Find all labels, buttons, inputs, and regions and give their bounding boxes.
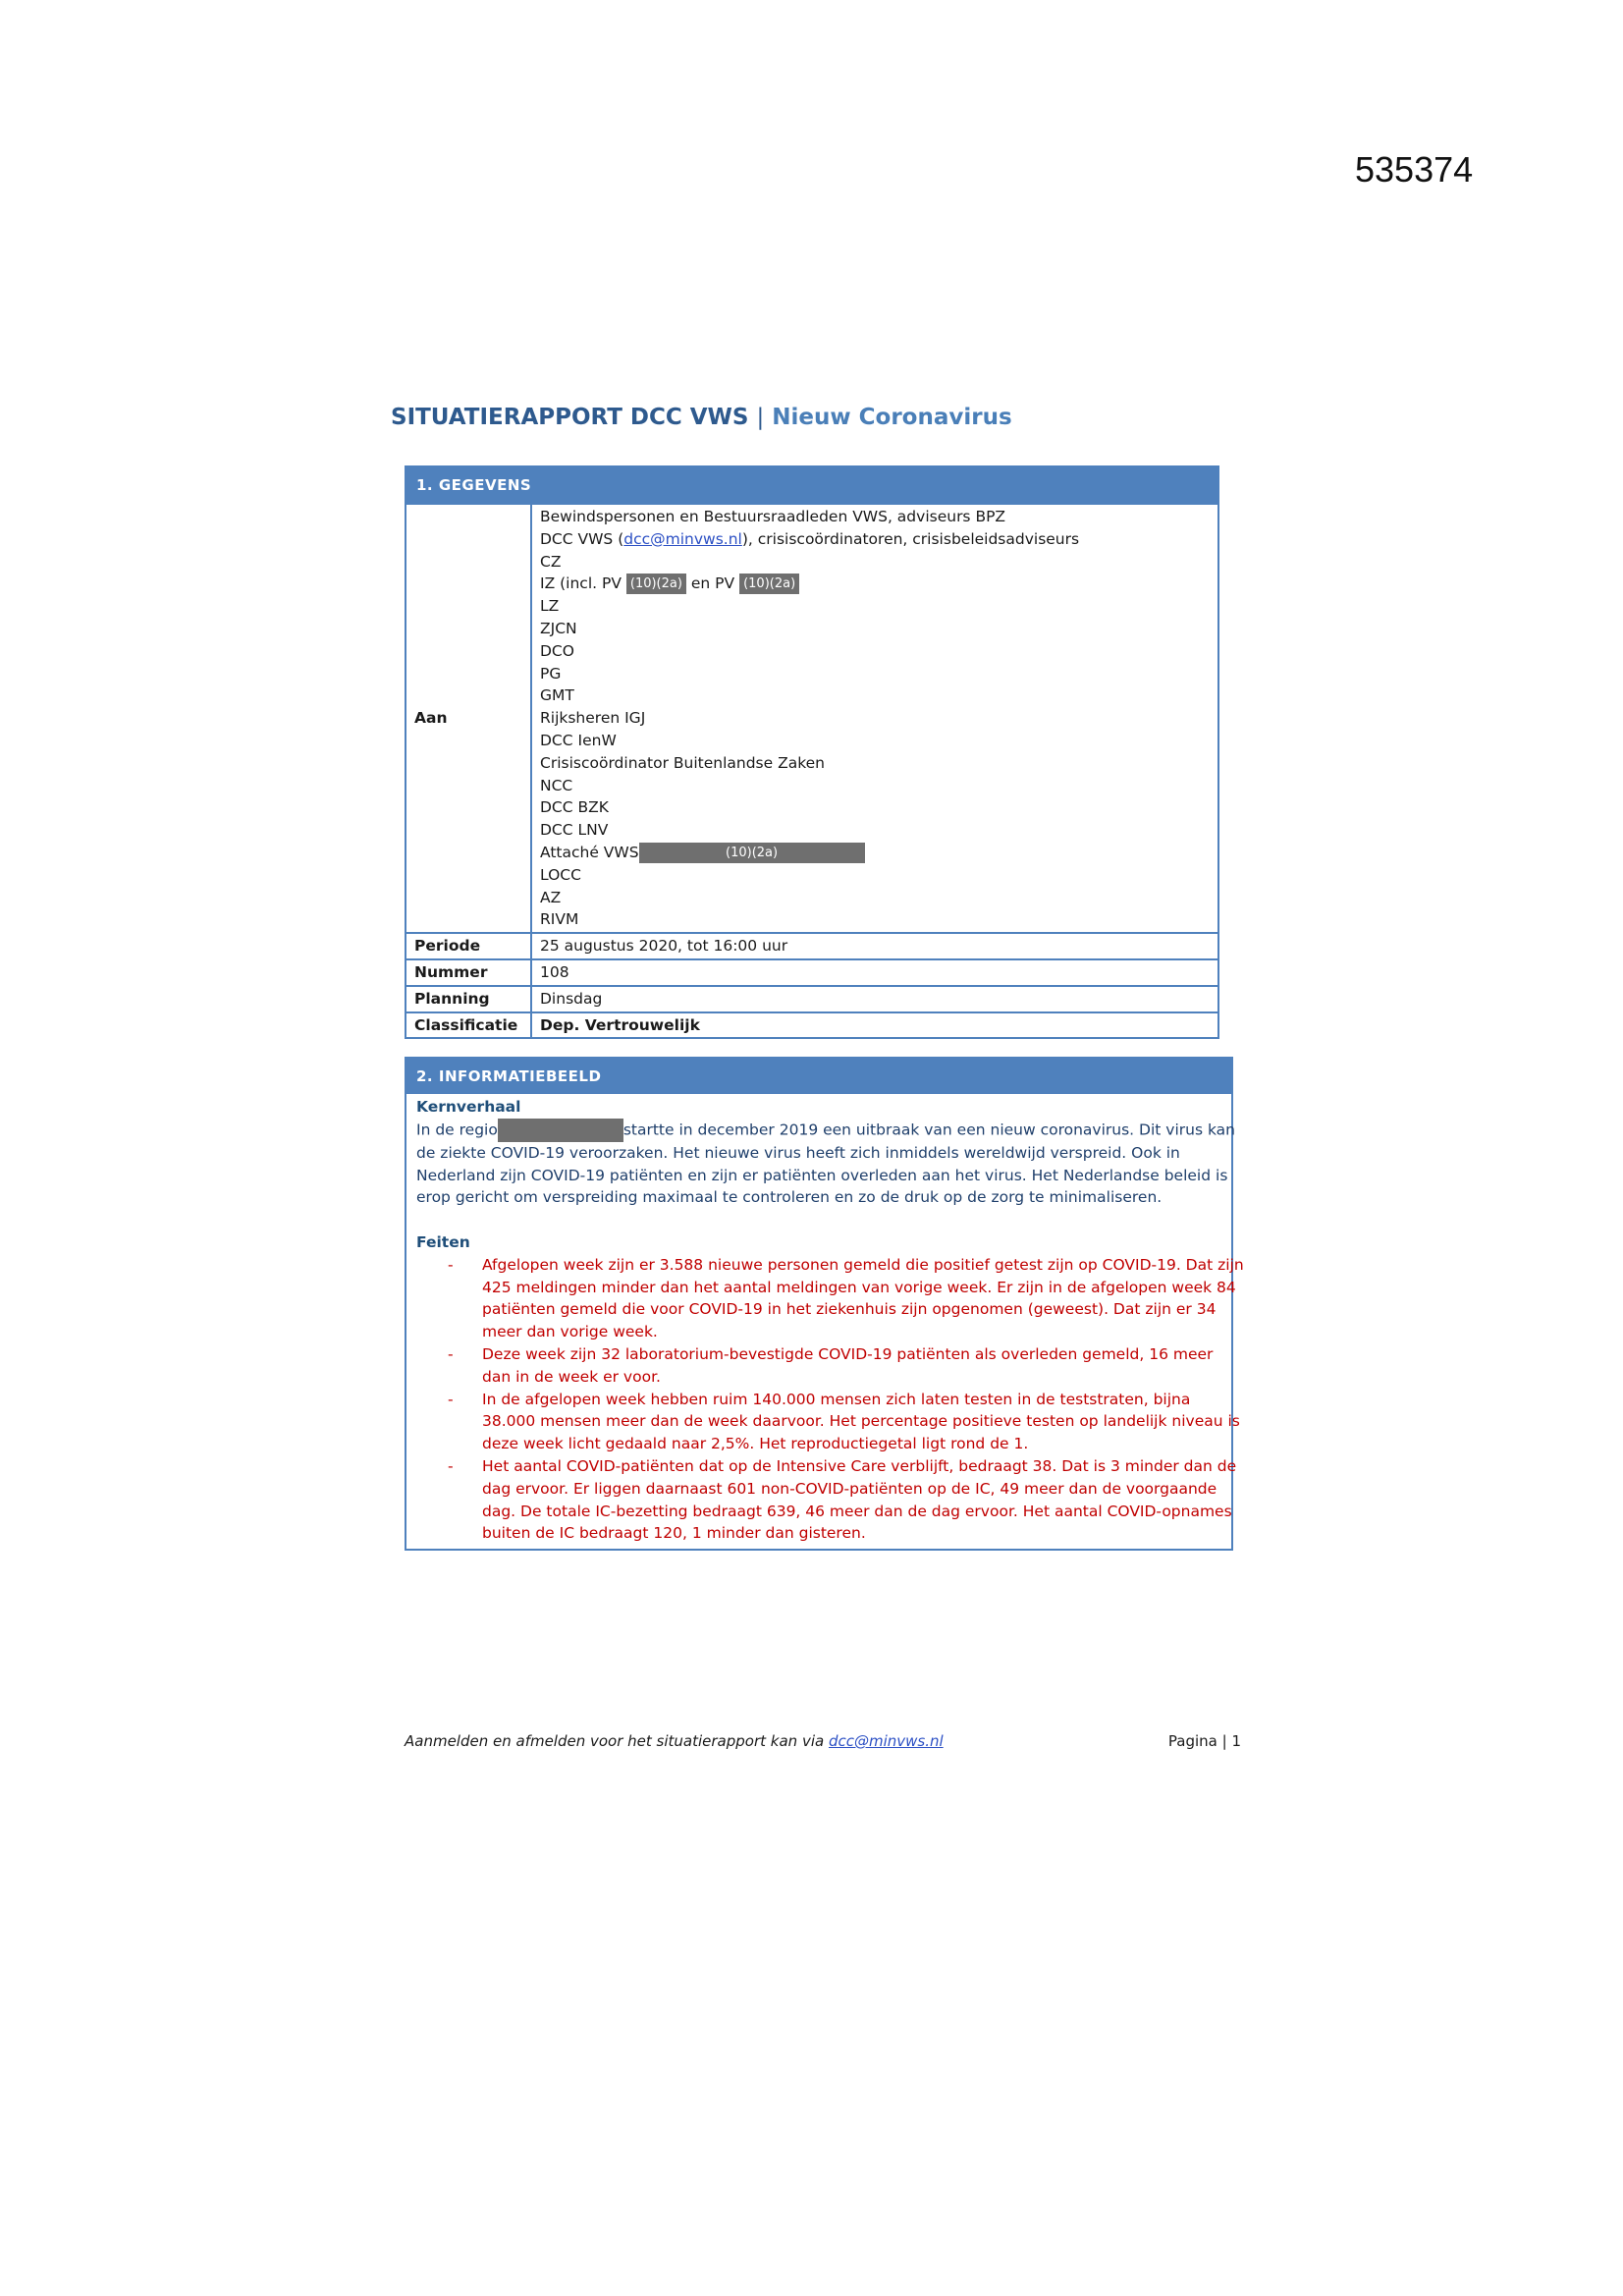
classificatie-label: Classificatie <box>406 1012 531 1039</box>
list-dash: - <box>448 1344 454 1363</box>
redaction-box <box>498 1119 623 1142</box>
gegevens-table <box>405 465 1219 1039</box>
list-dash: - <box>448 1390 454 1408</box>
kern-text: startte in december 2019 een uitbraak van een nieuw coronavirus. Dit virus kan <box>622 1121 1235 1139</box>
recipient: PG <box>540 664 562 683</box>
recipient: DCC BZK <box>540 798 609 817</box>
recipient: LZ <box>540 597 560 616</box>
redaction-box: (10)(2a) <box>639 843 865 863</box>
periode-label: Periode <box>406 933 531 959</box>
feiten-list <box>416 1254 1244 1545</box>
footer-email-link[interactable]: dcc@minvws.nl <box>828 1732 944 1750</box>
fact-line: buiten de IC bedraagt 120, 1 minder dan gisteren. <box>482 1524 866 1543</box>
recipient <box>540 573 1210 595</box>
fact-line: Het aantal COVID-patiënten dat op de Intensive Care verblijft, bedraagt 38. Dat is 3 minder dan de <box>482 1456 1237 1475</box>
nummer-label: Nummer <box>406 959 531 986</box>
title-main: SITUATIERAPPORT DCC VWS <box>391 405 749 430</box>
recipient-text: IZ (incl. PV <box>540 574 622 593</box>
kernverhaal-text <box>416 1119 1235 1209</box>
list-item <box>416 1389 1240 1455</box>
list-item <box>416 1343 1223 1389</box>
kern-text: Nederland zijn COVID-19 patiënten en zijn er patiënten overleden aan het virus. Het Nederlandse beleid is <box>416 1166 1228 1184</box>
report-title <box>391 405 1012 430</box>
recipient: DCO <box>540 641 574 660</box>
recipient <box>540 842 1210 864</box>
list-dash: - <box>448 1456 454 1475</box>
planning-value: Dinsdag <box>531 986 1218 1012</box>
fact-line: 38.000 mensen meer dan de week daarvoor. Het percentage positieve testen op landelijk niveau is <box>482 1412 1240 1431</box>
recipient-text: Attaché VWS <box>540 843 639 861</box>
fact-line: meer dan vorige week. <box>482 1323 658 1341</box>
document-number: 535374 <box>1355 149 1474 190</box>
recipient-text: DCC VWS ( <box>540 529 624 548</box>
recipient: Bewindspersonen en Bestuursraadleden VWS, adviseurs BPZ <box>540 508 1006 525</box>
fact-line: dag ervoor. Er liggen daarnaast 601 non-COVID-patiënten op de IC, 49 meer dan de voorgaande <box>482 1479 1217 1498</box>
fact-line: patiënten gemeld die voor COVID-19 in het ziekenhuis zijn opgenomen (geweest). Dat zijn er 34 <box>482 1300 1217 1319</box>
recipient: AZ <box>540 888 562 906</box>
recipients-list <box>531 504 1218 933</box>
fact-line: dag. De totale IC-bezetting bedraagt 639, 46 meer dan de dag ervoor. Het aantal COVID-opnames <box>482 1502 1232 1520</box>
kern-text: de ziekte COVID-19 veroorzaken. Het nieuwe virus heeft zich inmiddels wereldwijd verspreid. Ook in <box>416 1143 1180 1162</box>
fact-line: 425 meldingen minder dan het aantal meldingen van vorige week. Er zijn in de afgelopen week 84 <box>482 1278 1236 1296</box>
footer-note <box>405 1732 944 1750</box>
list-item <box>416 1254 1244 1343</box>
recipient: GMT <box>540 686 574 705</box>
recipient: Rijksheren IGJ <box>540 709 646 728</box>
redaction-box: (10)(2a) <box>626 574 686 594</box>
informatiebeeld-section <box>405 1057 1244 1551</box>
gegevens-header: 1. GEGEVENS <box>406 466 1218 504</box>
periode-value: 25 augustus 2020, tot 16:00 uur <box>531 933 1218 959</box>
classificatie-value: Dep. Vertrouwelijk <box>531 1012 1218 1039</box>
redaction-box: (10)(2a) <box>739 574 799 594</box>
recipient <box>540 528 1210 551</box>
recipient: ZJCN <box>540 619 577 637</box>
recipient-text: ), crisiscoördinatoren, crisisbeleidsadviseurs <box>741 529 1080 548</box>
recipient: RIVM <box>540 910 579 929</box>
fact-line: dan in de week er voor. <box>482 1367 661 1386</box>
list-item <box>416 1455 1237 1545</box>
page-footer <box>405 1732 1241 1750</box>
footer-text: Aanmelden en afmelden voor het situatierapport kan via <box>405 1732 825 1750</box>
page-number: Pagina | 1 <box>1167 1732 1241 1750</box>
recipient: NCC <box>540 776 573 794</box>
aan-label: Aan <box>406 504 531 933</box>
recipient-text: en PV <box>690 574 735 593</box>
feiten-heading: Feiten <box>416 1232 470 1251</box>
informatiebeeld-header: 2. INFORMATIEBEELD <box>406 1059 1231 1094</box>
title-separator: | <box>756 405 765 430</box>
fact-line: Deze week zijn 32 laboratorium-bevestigde COVID-19 patiënten als overleden gemeld, 16 meer <box>482 1344 1214 1363</box>
fact-line: Afgelopen week zijn er 3.588 nieuwe personen gemeld die positief getest zijn op COVID-19. Dat zijn <box>482 1255 1244 1274</box>
recipient: LOCC <box>540 865 581 884</box>
recipient: CZ <box>540 552 562 571</box>
planning-label: Planning <box>406 986 531 1012</box>
nummer-value: 108 <box>531 959 1218 986</box>
kern-text: In de regio <box>416 1121 498 1139</box>
recipient: DCC IenW <box>540 731 617 749</box>
kern-text: erop gericht om verspreiding maximaal te controleren en zo de druk op de zorg te minimaliseren. <box>416 1188 1163 1207</box>
kernverhaal-heading: Kernverhaal <box>416 1098 521 1116</box>
title-subtitle: Nieuw Coronavirus <box>772 405 1012 430</box>
recipient: DCC LNV <box>540 821 609 840</box>
email-link[interactable]: dcc@minvws.nl <box>623 529 742 548</box>
fact-line: In de afgelopen week hebben ruim 140.000 mensen zich laten testen in de teststraten, bijna <box>482 1390 1191 1408</box>
list-dash: - <box>448 1255 454 1274</box>
fact-line: deze week licht gedaald naar 2,5%. Het reproductiegetal ligt rond de 1. <box>482 1435 1029 1453</box>
recipient: Crisiscoördinator Buitenlandse Zaken <box>540 753 825 772</box>
